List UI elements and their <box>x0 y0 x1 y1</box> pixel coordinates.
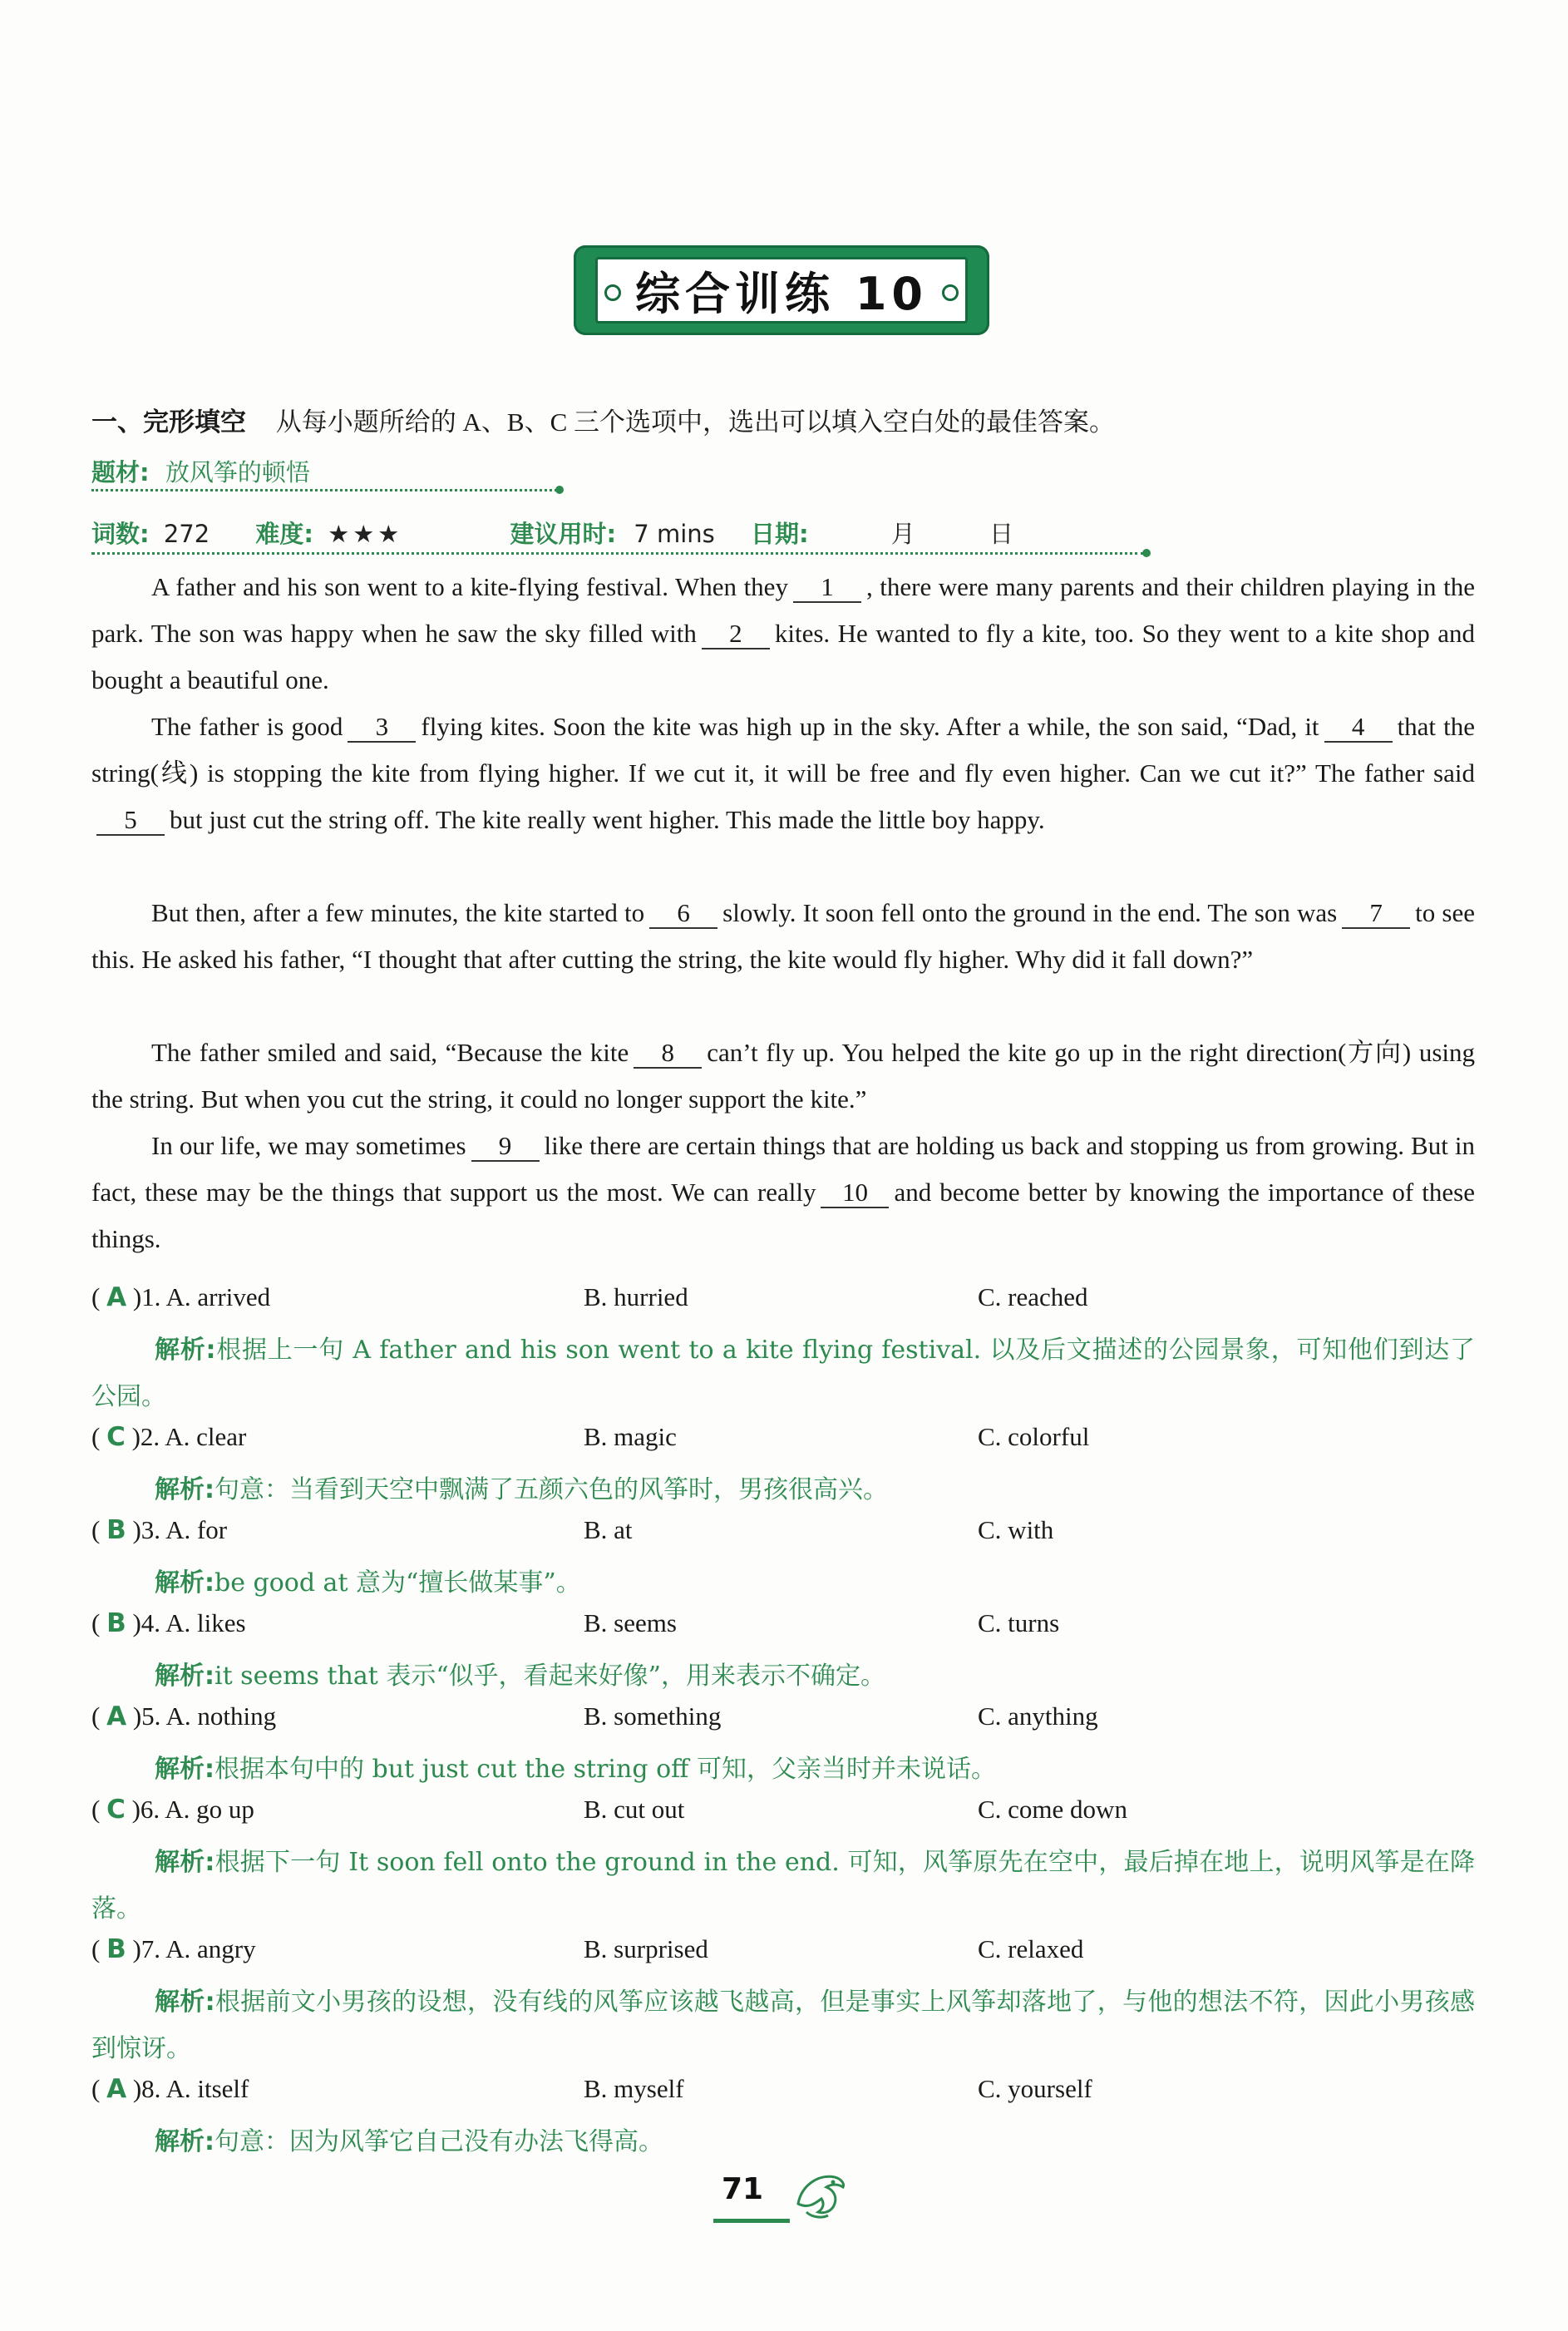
option-c: C. with <box>978 1515 1054 1544</box>
passage-paragraph-5 <box>91 1123 1475 1262</box>
answer-mark: B <box>106 1934 126 1964</box>
difficulty-stars: ★★★ <box>328 520 403 548</box>
option-a: A. clear <box>165 1422 247 1451</box>
question-1: ( A )1. A. arrived <box>91 1282 271 1312</box>
theme-divider <box>91 489 557 491</box>
answer-mark: C <box>106 1422 126 1452</box>
explanation-1 <box>91 1327 1475 1420</box>
question-4: ( B )4. A. likes <box>91 1608 246 1638</box>
explanation-label: 解析: <box>155 2127 214 2156</box>
answer-mark: B <box>106 1608 126 1638</box>
explanation-text: 根据上一句 A father and his son went to a kite flying festival. 以及后文描述的公园景象，可知他们到达了公园。 <box>91 1336 1476 1411</box>
question-6: ( C )6. A. go up <box>91 1795 254 1825</box>
question-7: ( B )7. A. angry <box>91 1934 256 1964</box>
question-number: 3. <box>141 1515 161 1544</box>
question-2: ( C )2. A. clear <box>91 1422 247 1452</box>
page-number-underline <box>713 2219 790 2223</box>
passage-text: can’t fly up. You helped the kite go up in the right direction(方向) using the string. But when you cut the string, it could no longer support the kite.” <box>91 1038 1475 1114</box>
explanation-text: 句意：当看到天空中飘满了五颜六色的风筝时，男孩很高兴。 <box>214 1475 888 1504</box>
blank-1: 1 <box>793 573 861 603</box>
option-c: C. anything <box>978 1701 1098 1731</box>
option-c: C. reached <box>978 1282 1088 1311</box>
option-b: B. cut out <box>584 1795 685 1824</box>
passage-text: , there were many parents and their children playing in the park. The son was happy when he saw the sky filled with <box>91 572 1475 648</box>
words-label: 词数: <box>91 520 150 548</box>
passage-text: to see this. He asked his father, “I thought that after cutting the string, the kite would fly higher. Why did it fall down?” <box>91 898 1475 974</box>
explanation-text: 根据本句中的 but just cut the string off 可知，父亲当时并未说话。 <box>214 1755 997 1784</box>
page-title: 综合训练 10 <box>635 267 928 320</box>
question-number: 7. <box>141 1934 161 1963</box>
option-c: C. yourself <box>978 2074 1092 2103</box>
blank-5: 5 <box>96 806 165 836</box>
option-a: A. likes <box>165 1608 246 1637</box>
passage-text: In our life, we may sometimes <box>151 1131 466 1160</box>
option-a: A. angry <box>165 1934 256 1963</box>
date-day: 日 <box>989 520 1014 548</box>
section-instruction: 从每小题所给的 A、B、C 三个选项中，选出可以填入空白处的最佳答案。 <box>275 407 1115 437</box>
explanation-label: 解析: <box>155 1568 214 1598</box>
question-8: ( A )8. A. itself <box>91 2074 249 2104</box>
blank-4: 4 <box>1324 713 1393 743</box>
option-b: B. magic <box>584 1422 677 1451</box>
explanation-text: 句意：因为风筝它自己没有办法飞得高。 <box>214 2127 663 2156</box>
banner-left-dot-icon <box>604 284 621 301</box>
explanation-6 <box>91 1840 1475 1933</box>
section-title: 一、完形填空 <box>91 407 246 437</box>
stats-end-dot-icon <box>1142 549 1151 557</box>
difficulty-label: 难度: <box>255 520 314 548</box>
passage-paragraph-4 <box>91 1030 1475 1123</box>
option-a: A. arrived <box>165 1282 271 1311</box>
answer-mark: A <box>106 2074 127 2104</box>
passage-text: that the string(线) is stopping the kite from flying higher. If we cut it, it will be free and fly even higher. Can we cut it?” The father said <box>91 712 1476 788</box>
passage-paragraph-1 <box>91 564 1475 704</box>
explanation-5 <box>91 1746 1475 1793</box>
passage-paragraph-3 <box>91 890 1475 983</box>
passage-text: flying kites. Soon the kite was high up in the sky. After a while, the son said, “Dad, it <box>421 712 1319 741</box>
answer-mark: A <box>106 1282 127 1312</box>
option-b: B. at <box>584 1515 633 1544</box>
question-number: 5. <box>141 1701 161 1731</box>
passage-text: like there are certain things that are holding us back and stopping us from growing. But in fact, these may be the things that support us the most. We can really <box>91 1131 1475 1207</box>
explanation-text: 根据前文小男孩的设想，没有线的风筝应该越飞越高，但是事实上风筝却落地了，与他的想法不符，因此小男孩感到惊讶。 <box>91 1988 1476 2063</box>
passage-text: The father is good <box>151 712 343 741</box>
theme-end-dot-icon <box>555 486 564 494</box>
theme-line <box>91 456 310 489</box>
explanation-8 <box>91 2119 1475 2166</box>
explanation-label: 解析: <box>155 1988 215 2017</box>
title-frame <box>595 257 968 323</box>
blank-9: 9 <box>471 1132 540 1162</box>
passage-text: slowly. It soon fell onto the ground in the end. The son was <box>722 898 1338 927</box>
passage-text: The father smiled and said, “Because the kite <box>151 1038 629 1067</box>
explanation-text: it seems that 表示“似乎，看起来好像”，用来表示不确定。 <box>214 1662 885 1691</box>
answer-mark: B <box>106 1515 126 1545</box>
explanation-label: 解析: <box>155 1848 215 1877</box>
question-number: 1. <box>141 1282 161 1311</box>
blank-7: 7 <box>1342 899 1410 929</box>
blank-6: 6 <box>649 899 717 929</box>
option-b: B. myself <box>584 2074 684 2103</box>
passage-text: A father and his son went to a kite-flying festival. When they <box>151 572 788 601</box>
explanation-text: 根据下一句 It soon fell onto the ground in the end. 可知，风筝原先在空中，最后掉在地上，说明风筝是在降落。 <box>91 1848 1475 1924</box>
blank-2: 2 <box>702 620 770 649</box>
option-a: A. go up <box>165 1795 254 1824</box>
option-a: A. itself <box>165 2074 249 2103</box>
theme-value: 放风筝的顿悟 <box>165 458 310 486</box>
section-heading <box>91 406 1115 439</box>
question-number: 2. <box>140 1422 160 1451</box>
passage-text: kites. He wanted to fly a kite, too. So they went to a kite shop and bought a beautiful one. <box>91 619 1475 694</box>
date-label: 日期: <box>750 520 809 548</box>
stats-divider <box>91 552 1144 555</box>
explanation-label: 解析: <box>155 1475 214 1504</box>
option-c: C. relaxed <box>978 1934 1084 1963</box>
explanation-text: be good at 意为“擅长做某事”。 <box>214 1568 581 1598</box>
stats-line <box>91 517 1013 551</box>
explanation-4 <box>91 1653 1475 1700</box>
option-b: B. something <box>584 1701 722 1731</box>
date-month: 月 <box>890 520 915 548</box>
time-label: 建议用时: <box>510 520 617 548</box>
time-value: 7 mins <box>634 520 715 548</box>
question-number: 4. <box>141 1608 161 1637</box>
option-b: B. surprised <box>584 1934 708 1963</box>
blank-3: 3 <box>348 713 416 743</box>
blank-8: 8 <box>634 1039 702 1069</box>
answer-mark: C <box>106 1795 126 1825</box>
question-3: ( B )3. A. for <box>91 1515 228 1545</box>
option-a: A. for <box>165 1515 228 1544</box>
passage-text: and become better by knowing the importance of these things. <box>91 1178 1475 1253</box>
passage-text: but just cut the string off. The kite really went higher. This made the little boy happy. <box>170 805 1045 834</box>
passage-text: But then, after a few minutes, the kite started to <box>151 898 645 927</box>
answer-mark: A <box>106 1701 127 1731</box>
explanation-label: 解析: <box>155 1755 214 1784</box>
question-number: 6. <box>140 1795 160 1824</box>
explanation-label: 解析: <box>155 1336 216 1365</box>
question-5: ( A )5. A. nothing <box>91 1701 277 1731</box>
words-value: 272 <box>163 520 210 548</box>
question-number: 8. <box>141 2074 161 2103</box>
option-c: C. come down <box>978 1795 1127 1824</box>
dolphin-icon <box>790 2162 851 2224</box>
passage-paragraph-2 <box>91 704 1475 843</box>
option-b: B. hurried <box>584 1282 688 1311</box>
explanation-7 <box>91 1979 1475 2072</box>
explanation-label: 解析: <box>155 1662 214 1691</box>
explanation-2 <box>91 1467 1475 1514</box>
banner-right-dot-icon <box>942 284 959 301</box>
option-c: C. colorful <box>978 1422 1090 1451</box>
theme-label: 题材: <box>91 458 150 486</box>
option-b: B. seems <box>584 1608 677 1637</box>
option-a: A. nothing <box>165 1701 277 1731</box>
blank-10: 10 <box>821 1178 889 1208</box>
title-banner <box>574 245 989 335</box>
page-number: 71 <box>722 2172 764 2206</box>
explanation-3 <box>91 1560 1475 1607</box>
option-c: C. turns <box>978 1608 1060 1637</box>
